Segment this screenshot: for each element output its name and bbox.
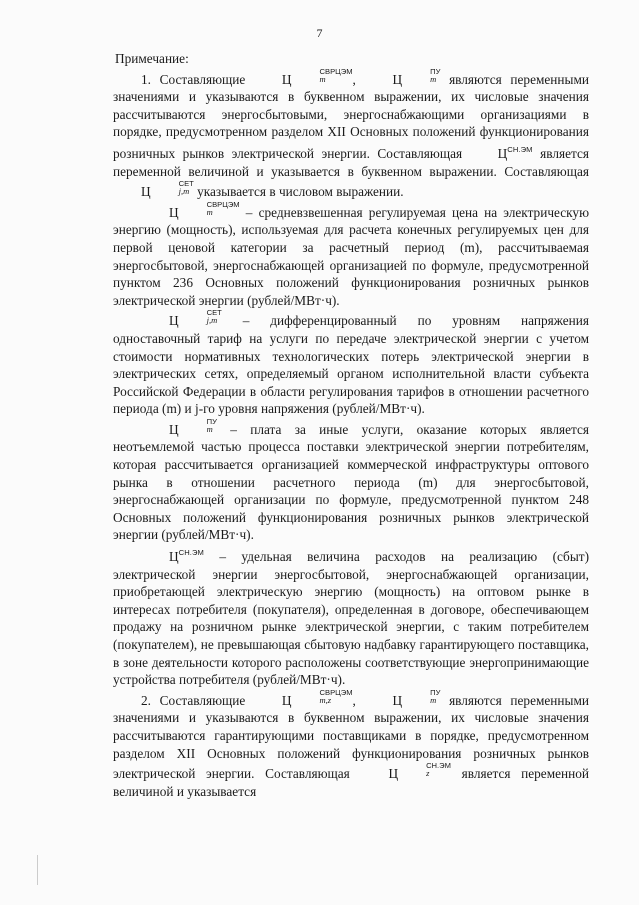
symbol-pu-m-def: Ц ПУ m [169, 416, 217, 437]
symbol-svrcem-m: Ц СВРЦЭМ m [281, 66, 353, 87]
symbol-pu-m-2: Ц ПУ m [392, 687, 441, 708]
symbol-sn-em-def: $Ц^{СН.ЭМ}$ [169, 548, 204, 565]
p2-lead: 2. Составляющие [141, 692, 246, 708]
symbol-set-jm-def: Ц СЕТ j,m [169, 308, 222, 329]
symbol-set-jm: Ц СЕТ j,m [141, 179, 194, 200]
p1-body: являются переменными значениями и указываются в буквенном выражении, их числовые значения рассчитываются энергосбытовыми, энергоснабжающими организациями в порядке, предусмотренном разделом XII Основных положений функционирования розничных рынков электрической энергии. Составляющая [113, 71, 589, 161]
p2-body-2: является переменной величиной и указывается [113, 766, 590, 799]
paragraph-1: 1. Составляющие Ц СВРЦЭМ m , Ц ПУ m являются переменными значениями и указываются в буквенном выражении, их числовые значения рассчитываются энергосбытовыми, энергоснабжающими организациями в порядке, предусмотренном разделом XII Основных положений функционирования розничных рынков электрической энергии. Составляющая $Ц^{СН.ЭМ}$ является переменной величиной и указывается в буквенном выражении. Составляющая Ц СЕТ j,m указывается в числовом выражении. [113, 66, 590, 200]
p2-body: являются переменными значениями и указываются в буквенном выражении, их числовые значения рассчитываются гарантирующими поставщиками в порядке, предусмотренном разделом XII Основных положений функционирования розничных рынков электрической энергии. Составляющая [113, 692, 589, 782]
symbol-pu-m: Ц ПУ m [392, 66, 441, 87]
definition-set: Ц СЕТ j,m – дифференцированный по уровням напряжения одноставочный тариф на услуги по передаче электрической энергии с учетом стоимости нормативных технологических потерь электрической энергии в электрических сетях, определяемый органом исполнительной власти субъекта Российской Федерации в области регулирования тарифов в отношении расчетного периода (m) и j-го уровня напряжения (рублей/МВт·ч). [113, 308, 589, 417]
symbol-svrcem-mz: Ц СВРЦЭМ m,z [281, 687, 353, 708]
symbol-sn-em-z: Ц СН.ЭМ z [388, 761, 451, 782]
p1-body-2: является переменной величиной и указывается в буквенном выражении. Составляющая [113, 145, 590, 179]
p1-lead: 1. Составляющие [141, 71, 246, 87]
note-heading: Примечание: [115, 51, 189, 66]
definition-pu: Ц ПУ m – плата за иные услуги, оказание которых является неотъемлемой частью процесса поставки электрической энергии потребителям, которая рассчитывается организацией коммерческой инфраструктуры оптового рынка в отношении расчетного периода (m) для энергосбытовой, энергоснабжающей организации по формуле, предусмотренной пунктом 248 Основных положений функционирования розничных рынков электрической энергии (рублей/МВт·ч). [113, 416, 589, 543]
definition-sn: $Ц^{СН.ЭМ}$ – удельная величина расходов на реализацию (сбыт) электрической энергии энергосбытовой, энергоснабжающей организации, приобретающей электрическую энергию (мощность) на оптовом рынке в интересах потребителя (покупателя), определенная в договоре, обеспечивающем продажу на розничном рынке электрической энергии, с таким потребителем (покупателем), не превышающая сбытовую надбавку гарантирующего поставщика, в зоне деятельности которого расположены соответствующие энергопринимающие устройства потребителя (рублей/МВт·ч). [113, 544, 589, 689]
symbol-svrcem-m-def: Ц СВРЦЭМ m [169, 199, 240, 220]
document-body [113, 50, 589, 800]
scan-margin-mark [37, 855, 38, 885]
page-number: 7 [316, 26, 323, 40]
paragraph-2: 2. Составляющие Ц СВРЦЭМ m,z , Ц ПУ m являются переменными значениями и указываются в буквенном выражении, их числовые значения рассчитываются гарантирующими поставщиками в порядке, предусмотренном разделом XII Основных положений функционирования розничных рынков электрической энергии. Составляющая Ц СН.ЭМ z является переменной величиной и указывается [113, 687, 590, 799]
p1-body-3: указывается в числовом выражении. [197, 184, 404, 200]
symbol-sn-em: $Ц^{СН.ЭМ}$ [497, 144, 533, 161]
definition-svrcem: Ц СВРЦЭМ m – средневзвешенная регулируемая цена на электрическую энергию (мощность), используемая для расчета конечных регулируемых цен для первой ценовой категории за расчетный период (m), рассчитываемая энергосбытовой, энергоснабжающей организацией по формуле, предусмотренной пунктом 236 Основных положений функционирования розничных рынков электрической энергии (рублей/МВт·ч). [113, 199, 589, 308]
